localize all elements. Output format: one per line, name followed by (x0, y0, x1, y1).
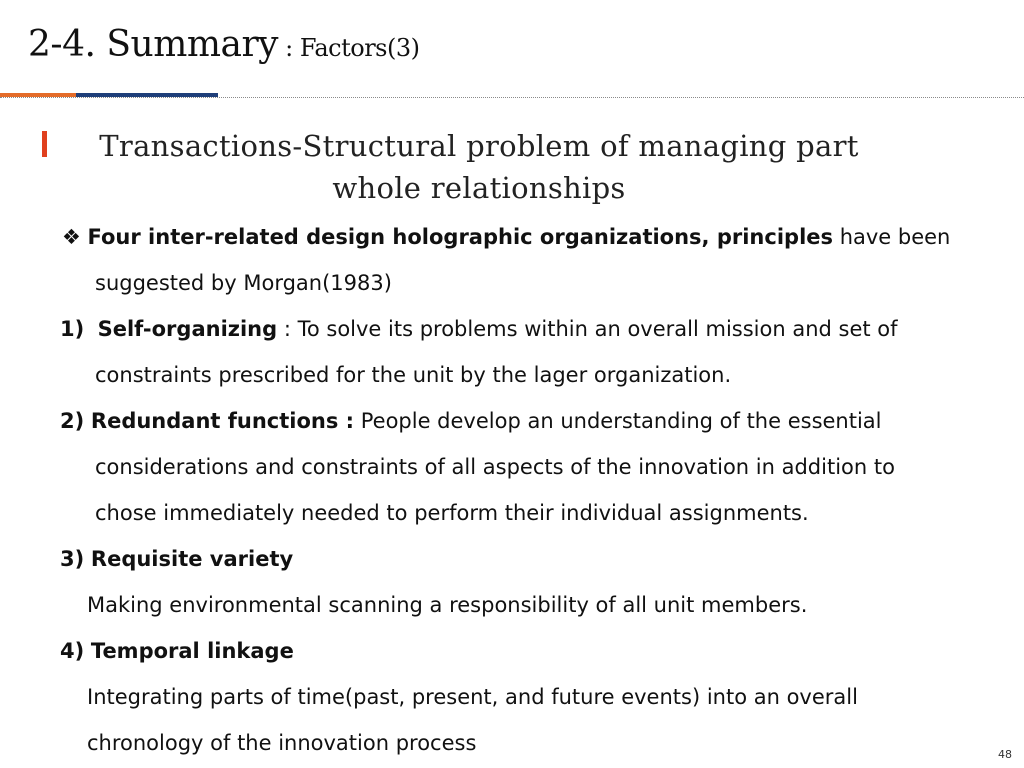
intro-line (62, 222, 950, 252)
item-2-continuation-2: chose immediately needed to perform their individual assignments. (95, 501, 809, 525)
item-4-title: Temporal linkage (90, 639, 294, 663)
item-3 (60, 544, 293, 574)
item-2-text: People develop an understanding of the essential (354, 409, 882, 433)
item-3-number: 3) (60, 547, 85, 571)
intro-bold-text: Four inter-related design holographic organizations, principles (87, 225, 834, 249)
item-1-continuation: constraints prescribed for the unit by the lager organization. (95, 363, 732, 387)
item-4 (60, 636, 294, 666)
item-2-number: 2) (60, 409, 85, 433)
item-4-text-2: chronology of the innovation process (87, 731, 477, 755)
item-1-text: : To solve its problems within an overall mission and set of (277, 317, 898, 341)
intro-continuation: suggested by Morgan(1983) (95, 271, 392, 295)
slide-title-main: 2-4. Summary (28, 24, 278, 65)
section-heading-line1: Transactions-Structural problem of managing part (99, 129, 859, 163)
diamond-bullet-icon: ❖ (62, 225, 81, 249)
slide-title-sub: : Factors(3) (278, 34, 420, 62)
item-2-continuation-1: considerations and constraints of all aspects of the innovation in addition to (95, 455, 895, 479)
item-2 (60, 406, 882, 436)
item-2-title: Redundant functions : (90, 409, 355, 433)
item-1-number: 1) (60, 317, 85, 341)
item-4-text-1: Integrating parts of time(past, present, and future events) into an overall (87, 685, 858, 709)
item-4-number: 4) (60, 639, 85, 663)
section-heading-line2: whole relationships (332, 171, 626, 205)
item-1-title: Self-organizing (97, 317, 278, 341)
item-3-title: Requisite variety (90, 547, 294, 571)
intro-text: have been (833, 225, 951, 249)
item-3-text: Making environmental scanning a responsibility of all unit members. (87, 593, 808, 617)
item-1 (60, 314, 898, 344)
page-number: 48 (998, 748, 1012, 761)
